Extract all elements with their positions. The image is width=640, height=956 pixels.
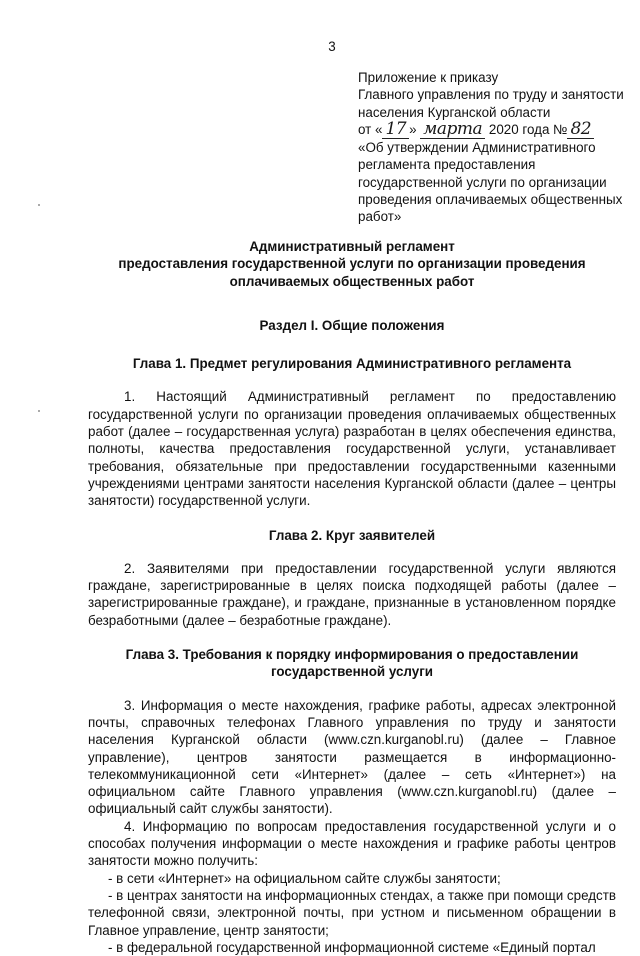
appendix-line: «Об утверждении Административного <box>358 140 596 156</box>
paragraph-2: 2. Заявителями при предоставлении государственной услуги являются граждане, зарегистрированные в целях поиска подходящей работы (далее – зарегистрированные граждане), и граждане, признанные в установленном порядке безработными (далее – безработные граждане). <box>88 560 616 628</box>
date-day-handwritten: 17 <box>382 121 409 139</box>
appendix-line: государственной услуги по организации <box>358 174 607 190</box>
chapter-3-title-line: Глава 3. Требования к порядку информирования о предоставлении <box>125 647 579 663</box>
date-prefix: от « <box>358 121 383 137</box>
chapter-2-title: Глава 2. Круг заявителей <box>268 527 436 543</box>
regulation-title <box>88 238 616 290</box>
appendix-line: населения Курганской области <box>358 104 551 120</box>
date-mid: » <box>409 121 421 137</box>
regulation-title-line: Административный регламент <box>249 239 455 254</box>
appendix-date-line <box>358 118 628 139</box>
chapter-3-title <box>88 646 616 681</box>
regulation-title-line: оплачиваемых общественных работ <box>229 273 475 289</box>
date-month-handwritten: марта <box>420 121 485 139</box>
appendix-line: проведения оплачиваемых общественных <box>358 192 623 208</box>
appendix-block <box>358 69 628 226</box>
order-number-handwritten: 82 <box>567 121 594 139</box>
appendix-line: регламента предоставления <box>358 157 536 173</box>
appendix-line: работ» <box>358 209 402 225</box>
chapter-1-title: Глава 1. Предмет регулирования Административного регламента <box>132 356 572 372</box>
paragraph-4: 4. Информацию по вопросам предоставления государственной услуги и о способах получения информации о месте нахождения и графике работы центров занятости можно получить: <box>88 818 616 869</box>
margin-mark <box>38 204 40 206</box>
date-year: 2020 года № <box>485 121 568 137</box>
section-title: Раздел I. Общие положения <box>259 317 445 333</box>
list-item: - в центрах занятости на информационных стендах, а также при помощи средств телефонной связи, электронной почты, при устном и письменном обращении в Главное управление, центр занятости; <box>88 887 616 938</box>
chapter-3-title-line: государственной услуги <box>270 664 434 680</box>
list-item: - в федеральной государственной информационной системе «Единый портал <box>108 939 596 955</box>
document-body <box>88 238 616 956</box>
appendix-line: Приложение к приказу <box>358 70 499 85</box>
page-number: 3 <box>328 39 336 54</box>
appendix-line: Главного управления по труду и занятости <box>358 87 624 103</box>
paragraph-1: 1. Настоящий Административный регламент по предоставлению государственной услуги по организации проведения оплачиваемых общественных работ (далее – государственная услуга) разработан в целях обеспечения единства, полноты, качества предоставления государственной услуги, устанавливает требования, обязательные при предоставлении государственными казенными учреждениями центрами занятости населения Курганской области (далее – центры занятости) государственной услуги. <box>88 389 616 509</box>
margin-mark <box>38 410 40 412</box>
paragraph-3: 3. Информация о месте нахождения, графике работы, адресах электронной почты, справочных телефонах Главного управления по труду и занятости населения Курганской области (www.czn.kurganobl.ru) (далее – Главное управление), центров занятости размещается в информационно-телекоммуникационной сети «Интернет» (далее – сеть «Интернет») на официальном сайте Главного управления (www.czn.kurganobl.ru) (далее – официальный сайт службы занятости). <box>88 697 616 817</box>
regulation-title-line: предоставления государственной услуги по организации проведения <box>118 256 586 272</box>
list-item: - в сети «Интернет» на официальном сайте службы занятости; <box>108 870 501 886</box>
